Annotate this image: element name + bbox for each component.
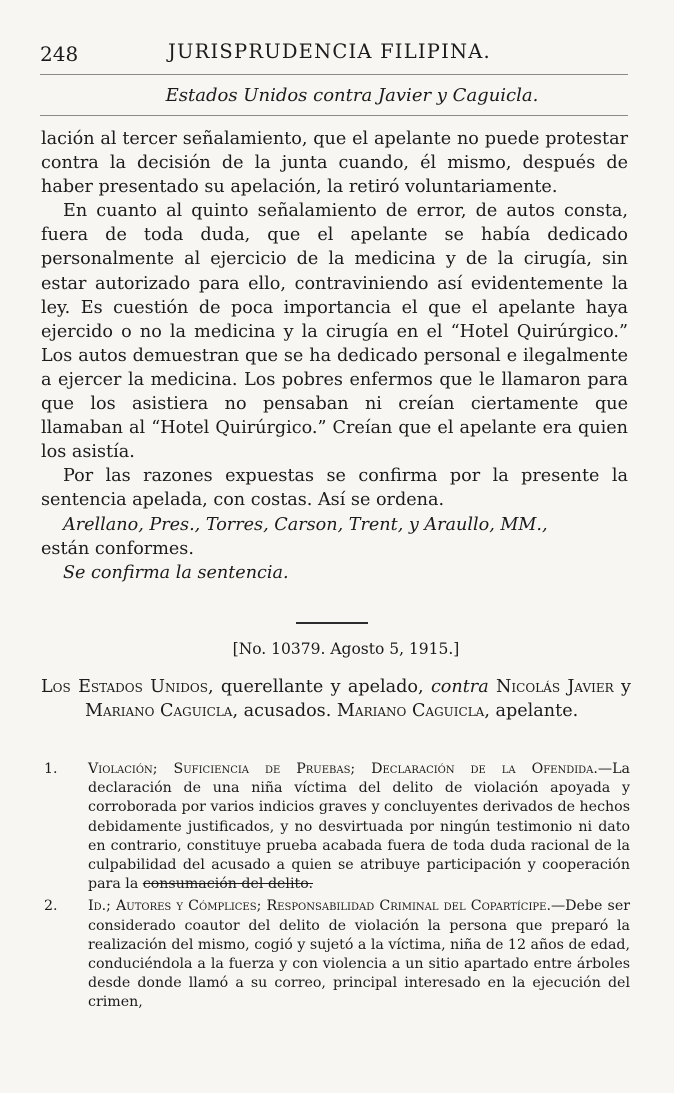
syllabus-heading: Violación; Suficiencia de Pruebas; Declaración de la Ofendida. — [88, 761, 598, 777]
case-caption — [41, 676, 631, 723]
opinion-text — [41, 127, 628, 585]
docket-line: [No. 10379. Agosto 5, 1915.] — [232, 640, 460, 658]
syllabus-number: 2. — [44, 898, 58, 915]
syllabus-item — [44, 897, 630, 1012]
caption-role: , apelante. — [484, 700, 579, 721]
journal-title: JURISPRUDENCIA FILIPINA. — [168, 40, 491, 63]
paragraph: lación al tercer señalamiento, que el apelante no puede protestar contra la decisión de la junta cuando, él mismo, después de haber presentado su apelación, la retiró voluntariamente. — [41, 129, 628, 198]
header-rule-bottom — [40, 115, 628, 116]
ruling: Se confirma la sentencia. — [63, 562, 289, 583]
caption-contra: contra — [430, 677, 489, 697]
syllabus-text: —Debe ser considerado coautor del delito de violación la persona que preparó la realización del mismo, cogió y sujetó a la víctima, niña de 12 años de edad, conduciéndola a la fuerza y con violencia a un sitio apartado entre árboles desde donde llamó a su correo, principal interesado en la ejecución del crimen, — [88, 898, 630, 1011]
syllabus-text: —La declaración de una niña víctima del delito de violación apoyada y corroborada por varios indicios graves y concluyentes derivados de hechos debidamente justificados, y no desvirtuada por ningún testimonio ni dato en contrario, constituye prueba acabada fuera de toda duda racional de la culpabilidad del acusado a quien se atribuye participación y cooperación para la — [88, 761, 630, 893]
syllabus-number: 1. — [44, 761, 58, 777]
syllabus-heading: Id.; Autores y Cómplices; Responsabilidad Criminal del Copartícipe. — [88, 898, 551, 915]
party-defendant-1: Nicolás Javier — [496, 677, 614, 697]
case-separator — [296, 622, 368, 624]
concur-text: están conformes. — [41, 538, 194, 559]
syllabus-struck-text: consumación del delito. — [142, 876, 314, 893]
paragraph: En cuanto al quinto señalamiento de error, de autos consta, fuera de toda duda, que el apelante se había dedicado personalmente al ejercicio de la medicina y de la cirugía, sin estar autorizado para ello, contraviniendo así evidentemente la ley. Es cuestión de poca importancia el que el apelante haya ejercido o no la medicina y la cirugía en el “Hotel Quirúrgico.” Los autos demuestran que se ha dedicado personal e ilegalmente a ejercer la medicina. Los pobres enfermos que le llamaron para que los asistiera no pensaban ni creían ciertamente que llamaban al “Hotel Quirúrgico.” Creían que el apelante era quien los asistía. — [41, 201, 628, 463]
party-plaintiff: Los Estados Unidos — [41, 677, 208, 697]
party-appellant: Mariano Caguicla — [336, 700, 485, 721]
syllabus-item — [44, 760, 630, 894]
running-head — [40, 40, 630, 68]
justices-names: Arellano, Pres., Torres, Carson, Trent, y Araullo, MM., — [63, 514, 548, 535]
caption-conj: y — [613, 677, 631, 697]
caption-role: , acusados. — [232, 700, 337, 721]
case-title-header: Estados Unidos contra Javier y Caguicla. — [165, 85, 539, 106]
concurring-justices — [41, 513, 628, 561]
paragraph: Por las razones expuestas se confirma por la presente la sentencia apelada, con costas. Así se ordena. — [41, 466, 628, 511]
header-rule-top — [40, 74, 628, 75]
caption-role: , querellante y apelado, — [207, 677, 431, 697]
page-number: 248 — [40, 42, 79, 66]
party-defendant-2: Mariano Caguicla — [85, 700, 233, 721]
syllabus — [44, 760, 630, 1016]
